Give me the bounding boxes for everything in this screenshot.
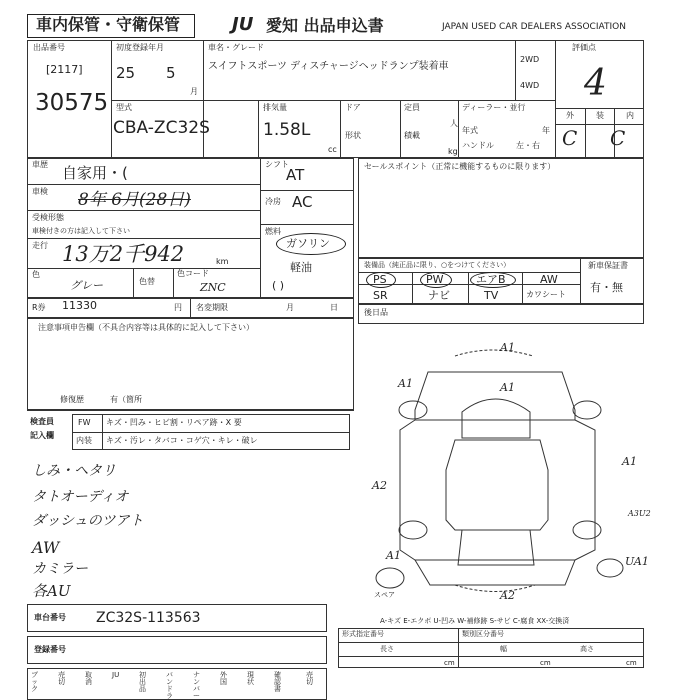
name-grade-label: 車名・グレード xyxy=(208,43,264,52)
bottom-label: ナンバー xyxy=(193,671,200,700)
color-code-label: 色コード xyxy=(177,269,209,278)
rating-label: 評価点 xyxy=(572,43,596,52)
load-label: 積載 xyxy=(404,131,420,140)
org-title-en: JAPAN USED CAR DEALERS ASSOCIATION xyxy=(442,22,626,32)
damage-label: UA1 xyxy=(625,555,649,568)
check-label-1: 検査員 xyxy=(30,417,54,426)
color-label: 色 xyxy=(32,270,40,279)
notice-label: 注意事項申告欄（不具合内容等は具体的に記入して下さい） xyxy=(38,323,254,332)
displacement-label: 排気量 xyxy=(263,103,287,112)
lot-sub-value: [2117] xyxy=(46,63,83,76)
repair-value: 有（箇所 xyxy=(110,395,142,404)
height-cm: cm xyxy=(626,659,637,667)
color-code-value: ZNC xyxy=(200,281,226,294)
recycle-unit: 円 xyxy=(174,303,182,312)
check-label-2: 記入欄 xyxy=(30,431,54,440)
history-label: 受検形態 xyxy=(32,213,64,222)
handle-label: ハンドル xyxy=(462,141,494,150)
new-car-warranty-value: 有・無 xyxy=(590,281,623,294)
equipment-label: 装備品（純正品に限り、○をつけてください） xyxy=(364,261,511,269)
reg-number-label: 登録番号 xyxy=(34,645,66,654)
model-label: 型式 xyxy=(116,103,132,112)
damage-label: A1 xyxy=(500,341,515,354)
interior-label: 装 xyxy=(596,111,604,120)
dealer-label: ディーラー・並行 xyxy=(462,103,526,112)
vehicle-type-value: 自家用・( xyxy=(62,164,128,182)
storage-title: 車内保管・守衛保管 xyxy=(36,15,181,34)
equip-sr: SR xyxy=(373,289,388,302)
bottom-label: 売切 xyxy=(306,671,313,686)
chassis-label: 車台番号 xyxy=(34,613,66,622)
note-line: しみ・ヘタリ xyxy=(32,463,116,479)
term-day: 日 xyxy=(330,303,338,312)
vehicle-type-label: 車歴 xyxy=(32,160,48,169)
capacity-unit: 人 xyxy=(450,119,458,128)
handle-value: 左・右 xyxy=(516,141,540,150)
displacement-value: 1.58L xyxy=(263,120,311,140)
damage-label: A3U2 xyxy=(628,509,651,518)
shape-label: 形状 xyxy=(345,131,361,140)
year-label: 年式 xyxy=(462,126,478,135)
new-car-warranty-label: 新車保証書 xyxy=(588,261,628,270)
size-label: 形式指定番号 xyxy=(342,630,384,638)
bottom-label: 確認書 xyxy=(274,671,281,693)
note-line: AW xyxy=(32,538,60,557)
check-interior-items: キズ・汚レ・タバコ・コゲ穴・キレ・破レ xyxy=(106,436,258,445)
ac-value: AC xyxy=(292,193,313,211)
drive-4wd: 4WD xyxy=(520,81,540,90)
model-value: CBA-ZC32S xyxy=(113,118,210,138)
damage-label: A2 xyxy=(372,479,387,492)
capacity-label: 定員 xyxy=(404,103,420,112)
lot-label: 出品番号 xyxy=(33,43,65,52)
color-change-label: 色替 xyxy=(139,277,155,286)
class-label: 類別区分番号 xyxy=(462,630,504,638)
fuel-label: 燃料 xyxy=(265,227,281,236)
shift-label: シフト xyxy=(265,160,289,169)
fuel-gasoline: ガソリン xyxy=(286,237,330,250)
registration-label: 初度登録年月 xyxy=(116,43,164,52)
registration-month: 5 xyxy=(166,64,176,82)
inspection-label: 車検 xyxy=(32,187,48,196)
check-interior: 内装 xyxy=(76,436,92,445)
equip-tv: TV xyxy=(484,289,499,302)
lot-number: 30575 xyxy=(35,90,109,116)
recycle-value: 11330 xyxy=(62,299,97,312)
bottom-label: バンドラ xyxy=(166,671,173,700)
registration-year: 25 xyxy=(116,64,136,82)
bottom-label: ブック xyxy=(31,671,38,693)
note-line: タトオーディオ xyxy=(32,489,129,505)
doors-label: ドア xyxy=(345,103,361,112)
width-label: 幅 xyxy=(500,645,507,653)
recycle-label: R券 xyxy=(32,303,46,312)
check-fw: FW xyxy=(78,418,91,427)
damage-label: A1 xyxy=(386,549,401,562)
exterior-label: 外 xyxy=(566,111,574,120)
name-grade-value: スイフトスポーツ ディスチャージヘッドランプ装着車 xyxy=(208,61,449,72)
check-fw-items: キズ・凹み・ヒビ割・リペア跡・X 要 xyxy=(106,418,242,427)
mileage-unit: km xyxy=(216,257,229,266)
fuel-diesel: 軽油 xyxy=(290,261,312,274)
equip-navi: ナビ xyxy=(428,289,450,302)
note-line: カミラー xyxy=(32,561,88,577)
remarks-label: 後日品 xyxy=(364,308,388,317)
width-cm: cm xyxy=(540,659,551,667)
equip-aw: AW xyxy=(540,273,558,286)
damage-label: A1 xyxy=(622,455,637,468)
ju-logo: JU xyxy=(232,14,254,35)
year-unit: 年 xyxy=(542,126,550,135)
ac-label: 冷房 xyxy=(265,197,281,206)
drive-2wd: 2WD xyxy=(520,55,540,64)
chassis-value: ZC32S-113563 xyxy=(96,610,201,626)
bottom-label: 外国 xyxy=(220,671,227,686)
bottom-label: 売切 xyxy=(58,671,65,686)
repair-label: 修復歴 xyxy=(60,395,84,404)
mileage-value: 13万2千942 xyxy=(62,242,185,266)
registration-month-unit: 月 xyxy=(190,87,198,96)
diagram-legend: A-キズ E-エクボ U-凹み W-補修跡 S-サビ C-腐食 XX-交換済 xyxy=(380,617,570,625)
history-note: 車検付きの方は記入して下さい xyxy=(32,227,130,235)
equip-airbag: エアB xyxy=(476,273,506,286)
spare-label: スペア xyxy=(374,591,395,599)
inner-label: 内 xyxy=(626,111,634,120)
equip-leather-seat: カワシート xyxy=(526,290,566,299)
exterior-value: C xyxy=(562,126,578,150)
note-line: ダッシュのツアト xyxy=(32,513,144,529)
term-month: 月 xyxy=(286,303,294,312)
inspection-value: 8年 6月(28日) xyxy=(78,190,191,210)
interior-value: C xyxy=(610,126,626,150)
damage-label: A1 xyxy=(398,377,413,390)
damage-label: A1 xyxy=(500,381,515,394)
sales-point-label: セールスポイント（正常に機能するものに限ります） xyxy=(364,162,556,171)
bottom-label: 現状 xyxy=(247,671,254,686)
shift-value: AT xyxy=(286,166,305,184)
equip-pw: PW xyxy=(426,273,444,286)
org-title: 愛知 出品申込書 xyxy=(266,16,384,35)
fuel-paren: ( ) xyxy=(272,279,285,292)
rating-value: 4 xyxy=(584,63,607,104)
displacement-unit: cc xyxy=(328,145,337,154)
color-value: グレー xyxy=(70,279,103,292)
load-unit: kg xyxy=(448,147,458,156)
term-label: 名変期限 xyxy=(196,303,228,312)
height-label: 高さ xyxy=(580,645,594,653)
note-line: 各AU xyxy=(32,582,71,600)
mileage-label: 走行 xyxy=(32,241,48,250)
damage-label: A2 xyxy=(500,589,515,602)
length-label: 長さ xyxy=(380,645,394,653)
bottom-label: 取消 xyxy=(85,671,92,686)
equip-ps: PS xyxy=(373,273,387,286)
length-cm: cm xyxy=(444,659,455,667)
bottom-label: 初出品 xyxy=(139,671,146,693)
bottom-label: JU xyxy=(112,671,120,679)
